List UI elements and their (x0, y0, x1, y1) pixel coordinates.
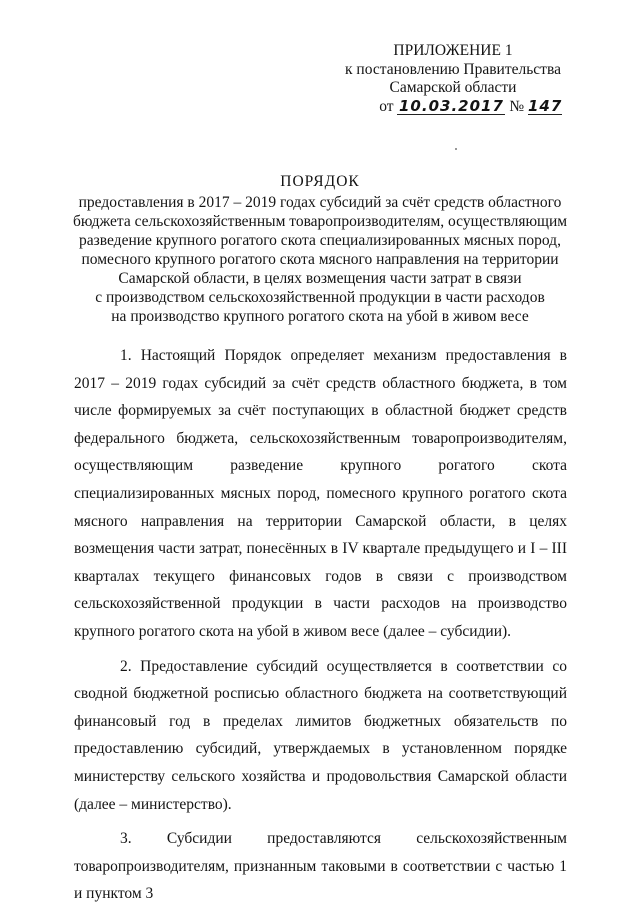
handwritten-number: 147 (528, 96, 563, 115)
appendix-label: ПРИЛОЖЕНИЕ 1 (393, 42, 513, 59)
title-line: Самарской области, в целях возмещения части затрат в связи (118, 270, 522, 287)
number-sign: № (509, 97, 525, 115)
appendix-header (338, 42, 568, 116)
from-prefix: от (379, 97, 394, 115)
title-heading: ПОРЯДОК (280, 173, 360, 190)
region-name: Самарской области (389, 79, 517, 96)
document-body (74, 342, 567, 915)
scan-speck (455, 148, 457, 150)
title-line: предоставления в 2017 – 2019 годах субсидий за счёт средств областного (78, 194, 562, 211)
resolution-reference: к постановлению Правительства (345, 60, 561, 78)
paragraph-3: 3. Субсидии предоставляются сельскохозяйственным товаропроизводителям, признанным таковыми в соответствии с частью 1 и пунктом 3 (74, 830, 567, 903)
paragraph-1: 1. Настоящий Порядок определяет механизм предоставления в 2017 – 2019 годах субсидий за счёт средств областного бюджета, в том числе формируемых за счёт поступающих в областной бюджет средств федерального бюджета, сельскохозяйственным товаропроизводителям, осуществляющим разведение крупного рогатого скота специализированных мясных пород, помесного крупного рогатого скота мясного направления на территории Самарской области, в целях возмещения части затрат, понесённых в IV квартале предыдущего и I – III кварталах текущего финансовых годов в связи с производством сельскохозяйственной продукции в части расходов на производство крупного рогатого скота на убой в живом весе (далее – субсидии). (74, 347, 567, 640)
date-number-line (338, 98, 568, 117)
handwritten-date: 10.03.2017 (399, 96, 504, 115)
title-line: бюджета сельскохозяйственным товаропроизводителям, осуществляющим (72, 213, 568, 230)
title-line: разведение крупного рогатого скота специализированных мясных пород, (79, 232, 561, 249)
title-line: на производство крупного рогатого скота на убой в живом весе (111, 308, 529, 325)
title-line: с производством сельскохозяйственной продукции в части расходов (95, 289, 545, 306)
document-title (60, 172, 580, 326)
title-line: помесного крупного рогатого скота мясного направления на территории (81, 251, 559, 268)
paragraph-2: 2. Предоставление субсидий осуществляется в соответствии со сводной бюджетной росписью областного бюджета на соответствующий финансовый год в пределах лимитов бюджетных обязательств по предоставлению субсидий, утверждаемых в установленном порядке министерству сельского хозяйства и продовольствия Самарской области (далее – министерство). (74, 657, 567, 813)
